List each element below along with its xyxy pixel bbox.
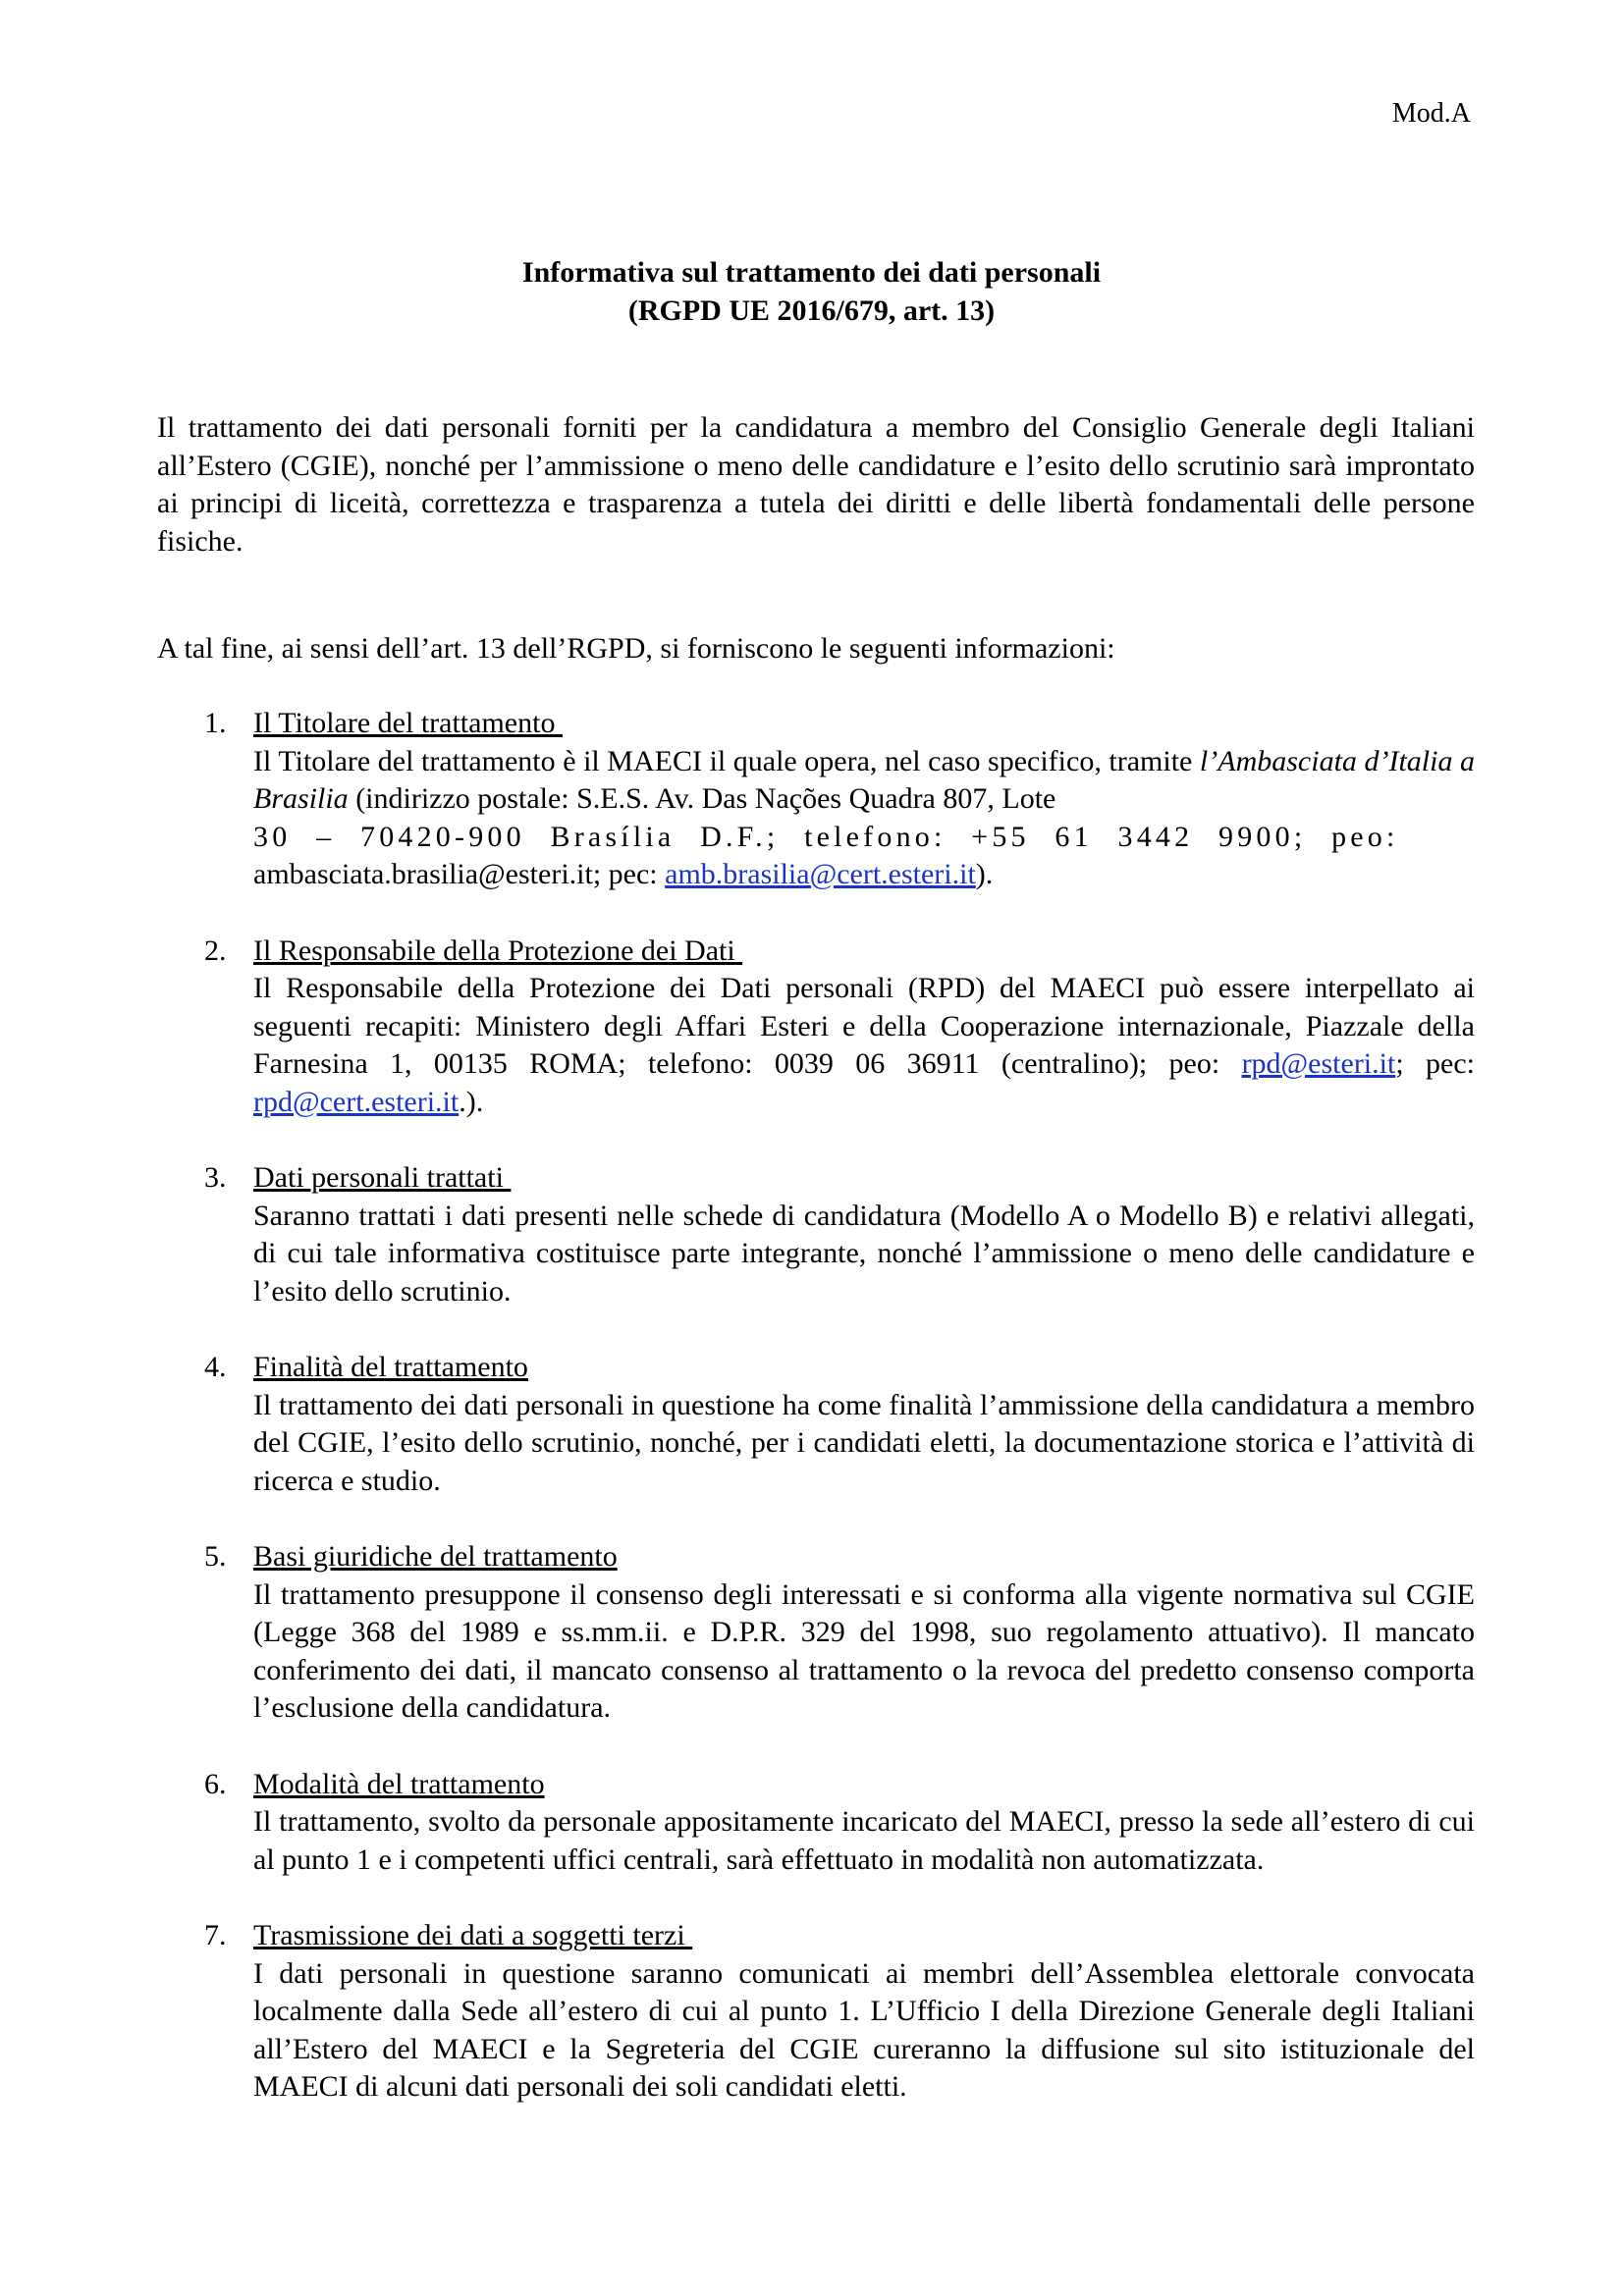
form-model-label: Mod.A: [1391, 98, 1471, 129]
contact-line: 30 – 70420-900 Brasília D.F.; telefono: +55 61 3442 9900; peo:: [253, 820, 1399, 853]
body-text: ambasciata.brasilia@esteri.it; pec:: [253, 858, 666, 890]
section-heading: Basi giuridiche del trattamento: [253, 1540, 618, 1573]
list-number: 4.: [204, 1351, 227, 1383]
list-number: 3.: [204, 1161, 227, 1194]
title-line-1: Informativa sul trattamento dei dati personali: [521, 256, 1102, 289]
list-item-basi-giuridiche: [157, 1538, 1475, 1728]
section-heading: Trasmissione dei dati a soggetti terzi: [253, 1919, 693, 1951]
body-text: (indirizzo postale: S.E.S. Av. Das Nações Quadra 807, Lote: [348, 782, 1056, 815]
rpd-pec-email-link[interactable]: rpd@cert.esteri.it: [253, 1085, 460, 1118]
list-item-trasmissione: [157, 1917, 1475, 2107]
aims-paragraph: A tal fine, ai sensi dell’art. 13 dell’RGPD, si forniscono le seguenti informazioni:: [157, 632, 1115, 665]
section-body: Il trattamento presuppone il consenso degli interessati e si conforma alla vigente normativa sul CGIE (Legge 368 del 1989 e ss.mm.ii. e D.P.R. 329 del 1998, suo regolamento attuativo). Il mancato conferimento dei dati, il mancato consenso al trattamento o la revoca del predetto consenso comporta l’esclusione della candidatura.: [253, 1577, 1475, 1724]
list-item-modalita: [157, 1766, 1475, 1880]
body-text: ).: [975, 858, 994, 890]
list-item-titolare: [157, 705, 1475, 894]
section-body: [253, 970, 1475, 1121]
information-list: [157, 705, 1475, 2145]
section-heading: Il Titolare del trattamento: [253, 707, 563, 739]
intro-paragraph: Il trattamento dei dati personali forniti per la candidatura a membro del Consiglio Generale degli Italiani all’Estero (CGIE), nonché per l’ammissione o meno delle candidature e l’esito dello scrutinio sarà improntato ai principi di liceità, correttezza e trasparenza a tutela dei diritti e delle libertà fondamentali delle persone fisiche.: [157, 411, 1475, 558]
document-title: [0, 253, 1623, 330]
section-body: [253, 743, 1475, 894]
section-heading: Finalità del trattamento: [253, 1351, 528, 1383]
rpd-peo-email-link[interactable]: rpd@esteri.it: [1241, 1047, 1396, 1080]
body-text: Il Titolare del trattamento è il MAECI il quale opera, nel caso specifico, tramite: [253, 744, 1200, 777]
section-heading: Modalità del trattamento: [253, 1767, 545, 1800]
list-item-finalita: [157, 1349, 1475, 1500]
embassy-name: l’Ambasciata d’Italia a Brasilia: [253, 744, 1476, 815]
list-item-dati-trattati: [157, 1159, 1475, 1310]
list-number: 1.: [204, 707, 227, 739]
section-body: Saranno trattati i dati presenti nelle schede di candidatura (Modello A o Modello B) e relativi allegati, di cui tale informativa costituisce parte integrante, nonché l’ammissione o meno delle candidature e l’esito dello scrutinio.: [253, 1199, 1475, 1308]
body-text: .).: [459, 1085, 484, 1118]
title-line-2: (RGPD UE 2016/679, art. 13): [627, 294, 996, 327]
body-text: Il Responsabile della Protezione dei Dati personali (RPD) del MAECI può essere interpellato ai seguenti recapiti: Ministero degli Affari Esteri e della Cooperazione internazionale, Piazzale della Farnesina 1, 00135 ROMA; telefono: 0039 06 36911 (centralino); peo:: [253, 972, 1475, 1080]
body-text: ; pec:: [1395, 1047, 1475, 1080]
list-number: 2.: [204, 934, 227, 967]
list-number: 5.: [204, 1540, 227, 1573]
list-number: 7.: [204, 1919, 227, 1951]
section-heading: Il Responsabile della Protezione dei Dati: [253, 934, 743, 967]
section-body: I dati personali in questione saranno comunicati ai membri dell’Assemblea elettorale convocata localmente dalla Sede all’estero di cui al punto 1. L’Ufficio I della Direzione Generale degli Italiani all’Estero del MAECI e la Segreteria del CGIE cureranno la diffusione sul sito istituzionale del MAECI di alcuni dati personali dei soli candidati eletti.: [253, 1956, 1475, 2103]
section-body: Il trattamento, svolto da personale appositamente incaricato del MAECI, presso la sede all’estero di cui al punto 1 e i competenti uffici centrali, sarà effettuato in modalità non automatizzata.: [253, 1805, 1475, 1876]
section-heading: Dati personali trattati: [253, 1161, 512, 1194]
list-item-responsabile: [157, 933, 1475, 1122]
section-body: Il trattamento dei dati personali in questione ha come finalità l’ammissione della candidatura a membro del CGIE, l’esito dello scrutinio, nonché, per i candidati eletti, la documentazione storica e l’attività di ricerca e studio.: [253, 1388, 1475, 1497]
pec-email-link[interactable]: amb.brasilia@cert.esteri.it: [665, 858, 976, 890]
list-number: 6.: [204, 1767, 227, 1800]
